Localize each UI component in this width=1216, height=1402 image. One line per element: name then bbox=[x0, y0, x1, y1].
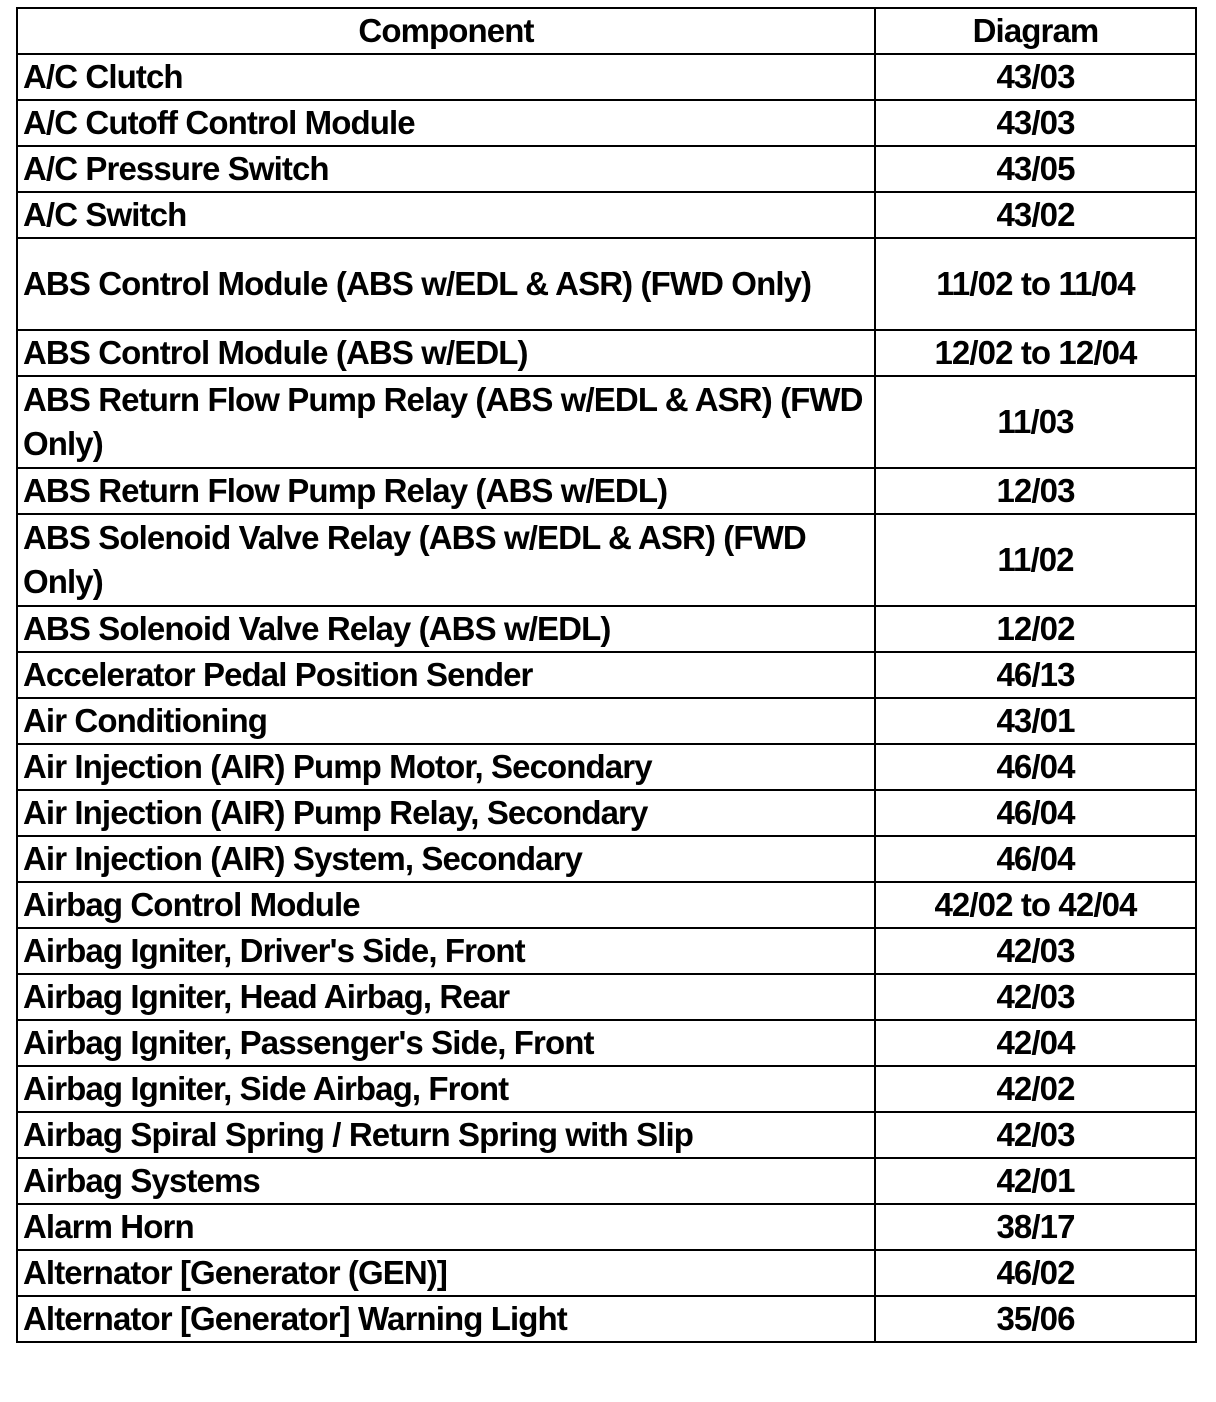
component-cell: Airbag Control Module bbox=[17, 882, 875, 928]
table-row bbox=[17, 468, 1196, 514]
component-cell: A/C Switch bbox=[17, 192, 875, 238]
diagram-cell: 46/04 bbox=[875, 744, 1196, 790]
component-cell: Alternator [Generator (GEN)] bbox=[17, 1250, 875, 1296]
component-cell: Airbag Igniter, Passenger's Side, Front bbox=[17, 1020, 875, 1066]
table-row bbox=[17, 744, 1196, 790]
component-cell: ABS Control Module (ABS w/EDL & ASR) (FWD Only) bbox=[17, 238, 875, 330]
component-cell: Airbag Systems bbox=[17, 1158, 875, 1204]
diagram-cell: 11/02 to 11/04 bbox=[875, 238, 1196, 330]
diagram-cell: 46/13 bbox=[875, 652, 1196, 698]
table-row bbox=[17, 146, 1196, 192]
component-cell: Accelerator Pedal Position Sender bbox=[17, 652, 875, 698]
component-cell: Air Injection (AIR) Pump Relay, Secondary bbox=[17, 790, 875, 836]
component-cell: ABS Return Flow Pump Relay (ABS w/EDL) bbox=[17, 468, 875, 514]
table-row bbox=[17, 1112, 1196, 1158]
diagram-cell: 43/03 bbox=[875, 100, 1196, 146]
column-header-component: Component bbox=[17, 8, 875, 54]
diagram-cell: 43/03 bbox=[875, 54, 1196, 100]
diagram-cell: 46/04 bbox=[875, 836, 1196, 882]
table-row bbox=[17, 652, 1196, 698]
table-row bbox=[17, 54, 1196, 100]
table-row bbox=[17, 514, 1196, 606]
table-row bbox=[17, 192, 1196, 238]
table-row bbox=[17, 836, 1196, 882]
diagram-cell: 43/02 bbox=[875, 192, 1196, 238]
component-cell: Air Injection (AIR) Pump Motor, Secondary bbox=[17, 744, 875, 790]
table-row bbox=[17, 1158, 1196, 1204]
component-cell: Airbag Igniter, Driver's Side, Front bbox=[17, 928, 875, 974]
component-cell: ABS Solenoid Valve Relay (ABS w/EDL & ASR) (FWD Only) bbox=[17, 514, 875, 606]
table-row bbox=[17, 1296, 1196, 1342]
table-row bbox=[17, 974, 1196, 1020]
component-cell: Airbag Spiral Spring / Return Spring with Slip bbox=[17, 1112, 875, 1158]
table-row bbox=[17, 928, 1196, 974]
component-cell: A/C Pressure Switch bbox=[17, 146, 875, 192]
table-header-row bbox=[17, 8, 1196, 54]
diagram-cell: 12/02 to 12/04 bbox=[875, 330, 1196, 376]
diagram-cell: 35/06 bbox=[875, 1296, 1196, 1342]
table-row bbox=[17, 1020, 1196, 1066]
table-row bbox=[17, 100, 1196, 146]
table-row bbox=[17, 606, 1196, 652]
component-cell: Alternator [Generator] Warning Light bbox=[17, 1296, 875, 1342]
table-row bbox=[17, 698, 1196, 744]
diagram-cell: 42/02 bbox=[875, 1066, 1196, 1112]
diagram-cell: 42/03 bbox=[875, 974, 1196, 1020]
table-row bbox=[17, 882, 1196, 928]
component-cell: Airbag Igniter, Side Airbag, Front bbox=[17, 1066, 875, 1112]
table-row bbox=[17, 1204, 1196, 1250]
diagram-cell: 43/05 bbox=[875, 146, 1196, 192]
table-row bbox=[17, 330, 1196, 376]
component-cell: ABS Return Flow Pump Relay (ABS w/EDL & ASR) (FWD Only) bbox=[17, 376, 875, 468]
table-body bbox=[17, 54, 1196, 1342]
component-cell: A/C Clutch bbox=[17, 54, 875, 100]
diagram-cell: 38/17 bbox=[875, 1204, 1196, 1250]
component-cell: ABS Solenoid Valve Relay (ABS w/EDL) bbox=[17, 606, 875, 652]
table-row bbox=[17, 1250, 1196, 1296]
diagram-cell: 46/04 bbox=[875, 790, 1196, 836]
component-cell: A/C Cutoff Control Module bbox=[17, 100, 875, 146]
component-diagram-table bbox=[16, 7, 1197, 1343]
diagram-cell: 12/02 bbox=[875, 606, 1196, 652]
diagram-cell: 42/03 bbox=[875, 1112, 1196, 1158]
table-row bbox=[17, 1066, 1196, 1112]
table-row bbox=[17, 376, 1196, 468]
diagram-cell: 42/04 bbox=[875, 1020, 1196, 1066]
diagram-cell: 46/02 bbox=[875, 1250, 1196, 1296]
diagram-cell: 42/01 bbox=[875, 1158, 1196, 1204]
component-diagram-table-wrapper bbox=[16, 7, 1195, 1343]
component-cell: ABS Control Module (ABS w/EDL) bbox=[17, 330, 875, 376]
column-header-diagram: Diagram bbox=[875, 8, 1196, 54]
component-cell: Alarm Horn bbox=[17, 1204, 875, 1250]
table-row bbox=[17, 790, 1196, 836]
diagram-cell: 11/03 bbox=[875, 376, 1196, 468]
component-cell: Air Conditioning bbox=[17, 698, 875, 744]
table-row bbox=[17, 238, 1196, 330]
diagram-cell: 11/02 bbox=[875, 514, 1196, 606]
diagram-cell: 43/01 bbox=[875, 698, 1196, 744]
diagram-cell: 12/03 bbox=[875, 468, 1196, 514]
component-cell: Air Injection (AIR) System, Secondary bbox=[17, 836, 875, 882]
diagram-cell: 42/03 bbox=[875, 928, 1196, 974]
diagram-cell: 42/02 to 42/04 bbox=[875, 882, 1196, 928]
component-cell: Airbag Igniter, Head Airbag, Rear bbox=[17, 974, 875, 1020]
